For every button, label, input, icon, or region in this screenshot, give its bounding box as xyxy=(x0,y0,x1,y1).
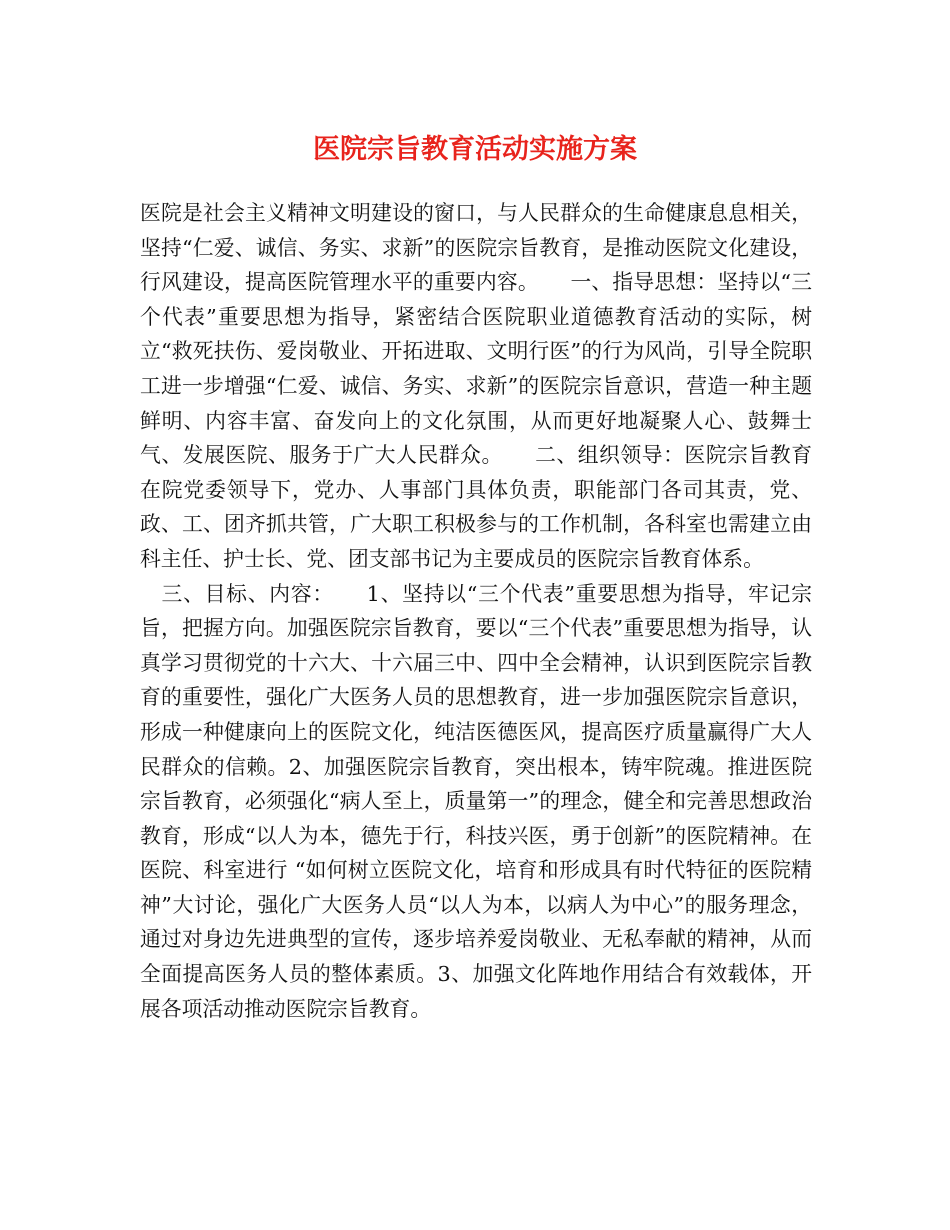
body-paragraph-1: 医院是社会主义精神文明建设的窗口，与人民群众的生命健康息息相关，坚持“仁爱、诚信、务实、求新”的医院宗旨教育，是推动医院文化建设，行风建设，提高医院管理水平的重要内容。 一、指导思想：坚持以“三个代表”重要思想为指导，紧密结合医院职业道德教育活动的实际，树立“救死扶伤、爱岗敬业、开拓进取、文明行医”的行为风尚，引导全院职工进一步增强“仁爱、诚信、务实、求新”的医院宗旨意识，营造一种主题鲜明、内容丰富、奋发向上的文化氛围，从而更好地凝聚人心、鼓舞士气、发展医院、服务于广大人民群众。 二、组织领导：医院宗旨教育在院党委领导下，党办、人事部门具体负责，职能部门各司其责，党、政、工、团齐抓共管，广大职工积极参与的工作机制，各科室也需建立由科主任、护士长、党、团支部书记为主要成员的医院宗旨教育体系。 xyxy=(140,201,812,571)
body-paragraph-2: 三、目标、内容： 1、坚持以“三个代表”重要思想为指导，牢记宗旨，把握方向。加强医院宗旨教育，要以“三个代表”重要思想为指导，认真学习贯彻党的十六大、十六届三中、四中全会精神，认识到医院宗旨教育的重要性，强化广大医务人员的思想教育，进一步加强医院宗旨意识，形成一种健康向上的医院文化，纯洁医德医风，提高医疗质量赢得广大人民群众的信赖。2、加强医院宗旨教育，突出根本，铸牢院魂。推进医院宗旨教育，必须强化“病人至上，质量第一”的理念，健全和完善思想政治教育，形成“以人为本，德先于行，科技兴医，勇于创新”的医院精神。在医院、科室进行 “如何树立医院文化，培育和形成具有时代特征的医院精神”大讨论，强化广大医务人员“以人为本，以病人为中心”的服务理念，通过对身边先进典型的宣传，逐步培养爱岗敬业、无私奉献的精神，从而全面提高医务人员的整体素质。3、加强文化阵地作用结合有效载体，开展各项活动推动医院宗旨教育。 xyxy=(140,581,812,1021)
document-title: 医院宗旨教育活动实施方案 xyxy=(313,134,637,165)
document-body xyxy=(140,196,812,1026)
